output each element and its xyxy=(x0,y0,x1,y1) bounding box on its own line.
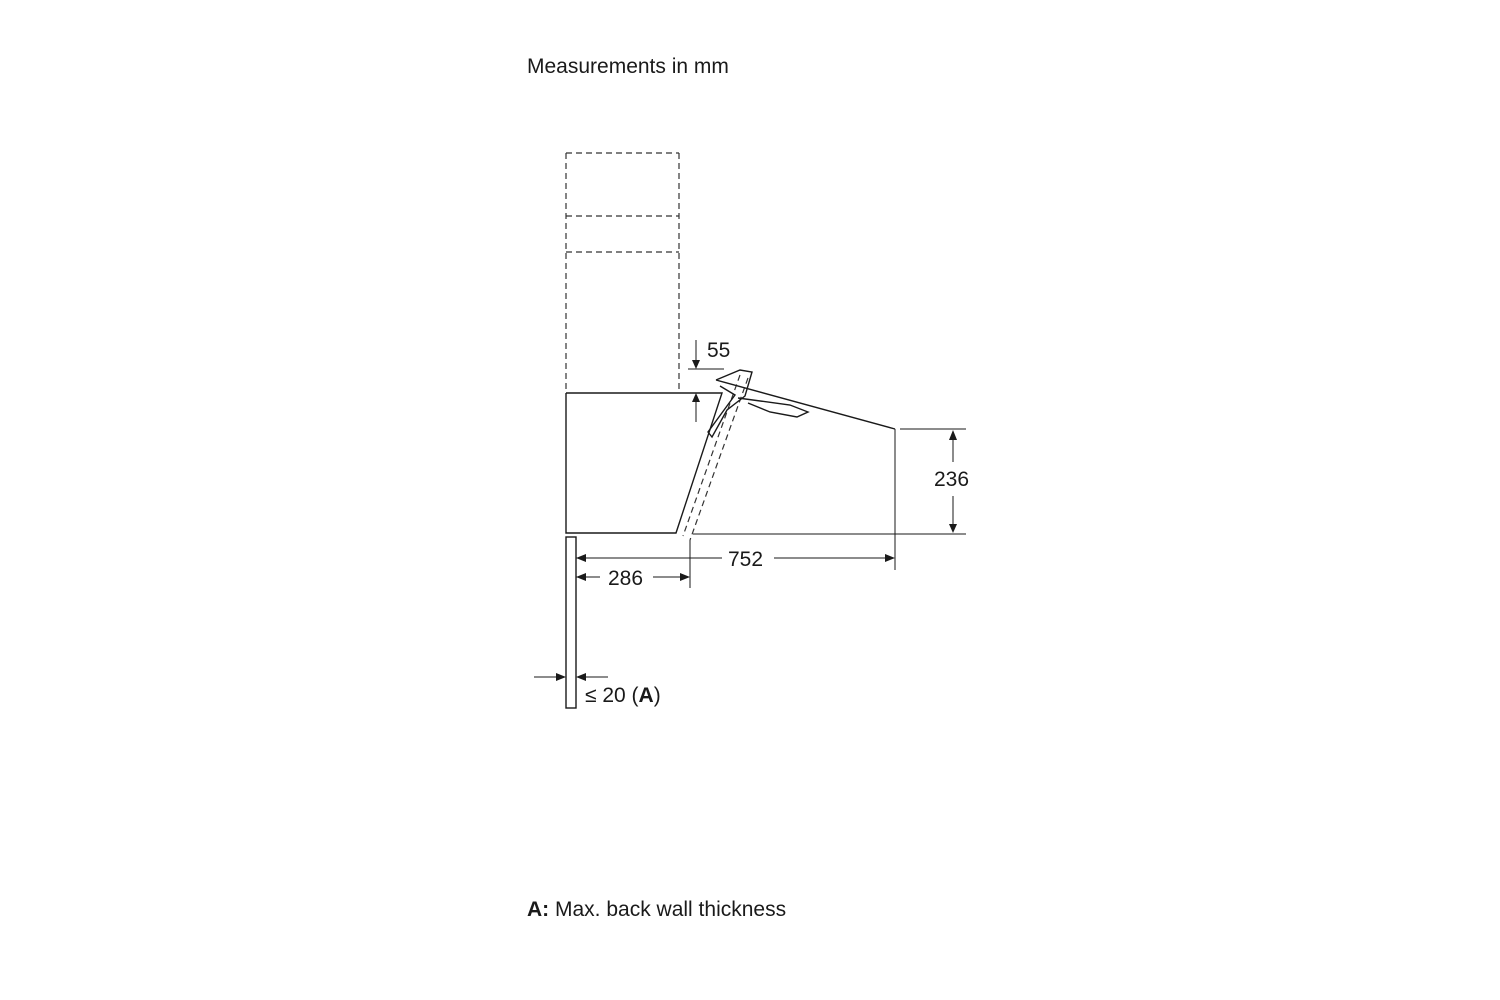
dim-286-label: 286 xyxy=(608,567,644,590)
hood-body xyxy=(566,393,722,533)
back-wall xyxy=(566,537,576,708)
dimension-236 xyxy=(693,429,969,534)
chimney-outline xyxy=(566,153,679,393)
dim-wall-key: A xyxy=(638,684,654,707)
dim-236-label: 236 xyxy=(934,468,970,491)
legend-key: A: xyxy=(527,898,550,921)
glass-panel xyxy=(683,370,895,540)
legend-text: Max. back wall thickness xyxy=(549,898,787,921)
dim-wall-suffix: ) xyxy=(653,684,661,707)
dim-752-label: 752 xyxy=(728,548,764,571)
legend xyxy=(527,898,786,922)
dim-wall-label xyxy=(585,684,661,707)
dim-55-label: 55 xyxy=(707,339,731,362)
dimension-752 xyxy=(576,429,895,571)
dim-wall-prefix: ≤ 20 ( xyxy=(585,684,639,707)
dimension-286 xyxy=(576,540,690,590)
dimension-wall-thickness xyxy=(534,673,661,707)
measurements-heading: Measurements in mm xyxy=(527,55,729,78)
